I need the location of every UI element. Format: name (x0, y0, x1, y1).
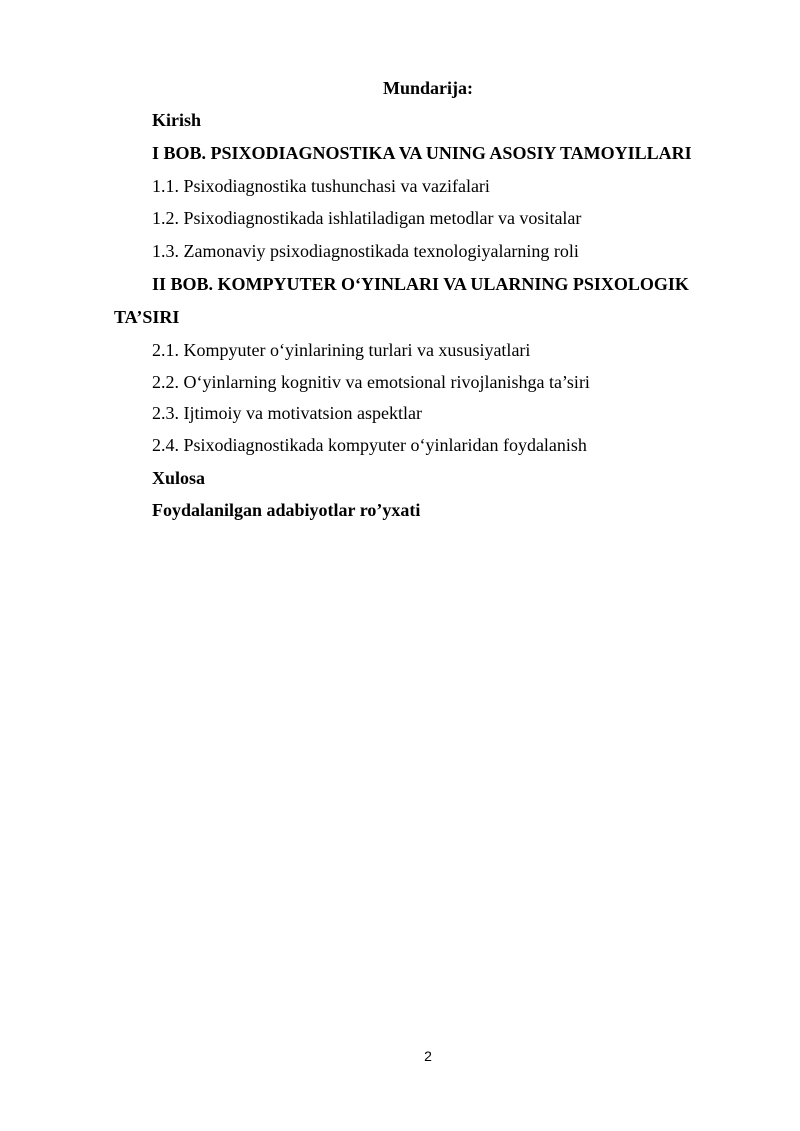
toc-entry-conclusion: Xulosa (152, 468, 206, 488)
toc-entry-2-3: 2.3. Ijtimoiy va motivatsion aspektlar (152, 403, 422, 423)
toc-entry-2-4: 2.4. Psixodiagnostikada kompyuter o‘yinlaridan foydalanish (152, 435, 587, 455)
toc-entry-intro: Kirish (152, 110, 202, 130)
toc-chapter-1-heading: I BOB. PSIXODIAGNOSTIKA VA UNING ASOSIY TAMOYILLARI (152, 143, 692, 163)
toc-chapter-2-heading-continued: TA’SIRI (114, 307, 180, 327)
toc-title: Mundarija: (383, 78, 473, 98)
toc-chapter-2-heading: II BOB. KOMPYUTER O‘YINLARI VA ULARNING PSIXOLOGIK (152, 274, 689, 294)
toc-entry-1-2: 1.2. Psixodiagnostikada ishlatiladigan metodlar va vositalar (152, 208, 582, 228)
toc-entry-1-3: 1.3. Zamonaviy psixodiagnostikada texnologiyalarning roli (152, 241, 579, 261)
toc-entry-2-1: 2.1. Kompyuter o‘yinlarining turlari va xususiyatlari (152, 340, 531, 360)
toc-entry-1-1: 1.1. Psixodiagnostika tushunchasi va vazifalari (152, 176, 490, 196)
toc-entry-references: Foydalanilgan adabiyotlar ro’yxati (152, 500, 421, 520)
toc-entry-2-2: 2.2. O‘yinlarning kognitiv va emotsional rivojlanishga ta’siri (152, 372, 590, 392)
page-number: 2 (424, 1048, 432, 1064)
